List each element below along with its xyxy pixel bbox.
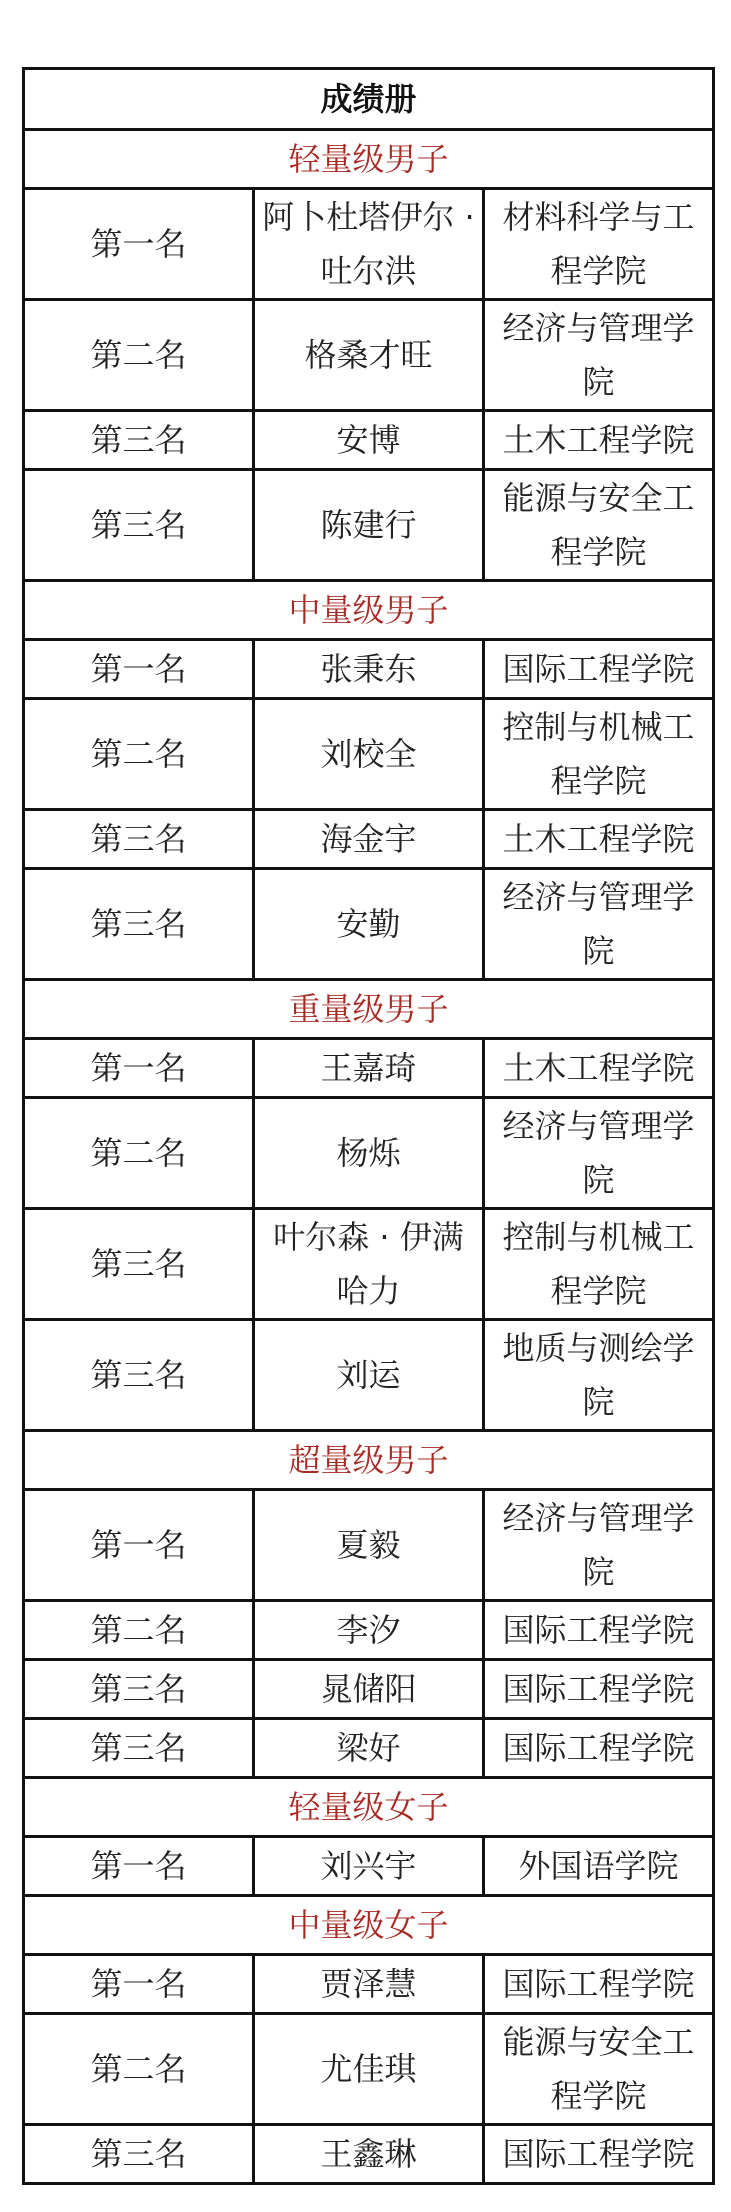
- athlete-name-cell: 刘兴宇: [254, 1837, 484, 1896]
- college-cell: 国际工程学院: [484, 2125, 714, 2184]
- college-cell: 地质与测绘学院: [484, 1320, 714, 1431]
- table-row: [24, 411, 714, 470]
- table-row: [24, 1601, 714, 1660]
- table-row: [24, 300, 714, 411]
- section-header-row: [24, 581, 714, 640]
- athlete-name-cell: 梁好: [254, 1719, 484, 1778]
- rank-cell: 第二名: [24, 699, 254, 810]
- athlete-name-cell: 张秉东: [254, 640, 484, 699]
- table-row: [24, 640, 714, 699]
- table-title: 成绩册: [24, 69, 714, 130]
- athlete-name-cell: 刘校全: [254, 699, 484, 810]
- section-title: 重量级男子: [24, 980, 714, 1039]
- athlete-name-cell: 杨烁: [254, 1098, 484, 1209]
- rank-cell: 第二名: [24, 2014, 254, 2125]
- rank-cell: 第三名: [24, 1320, 254, 1431]
- athlete-name-cell: 安博: [254, 411, 484, 470]
- rank-cell: 第一名: [24, 189, 254, 300]
- college-cell: 能源与安全工程学院: [484, 2014, 714, 2125]
- table-row: [24, 2014, 714, 2125]
- rank-cell: 第二名: [24, 1601, 254, 1660]
- rank-cell: 第二名: [24, 300, 254, 411]
- athlete-name-cell: 李汐: [254, 1601, 484, 1660]
- table-row: [24, 1660, 714, 1719]
- athlete-name-cell: 刘运: [254, 1320, 484, 1431]
- athlete-name-cell: 王嘉琦: [254, 1039, 484, 1098]
- table-row: [24, 1837, 714, 1896]
- section-header-row: [24, 130, 714, 189]
- college-cell: 国际工程学院: [484, 1719, 714, 1778]
- college-cell: 能源与安全工程学院: [484, 470, 714, 581]
- rank-cell: 第三名: [24, 470, 254, 581]
- athlete-name-cell: 阿卜杜塔伊尔 · 吐尔洪: [254, 189, 484, 300]
- section-header-row: [24, 980, 714, 1039]
- rank-cell: 第三名: [24, 869, 254, 980]
- table-row: [24, 869, 714, 980]
- section-header-row: [24, 1896, 714, 1955]
- college-cell: 控制与机械工程学院: [484, 699, 714, 810]
- athlete-name-cell: 安勤: [254, 869, 484, 980]
- table-row: [24, 1955, 714, 2014]
- college-cell: 国际工程学院: [484, 1660, 714, 1719]
- athlete-name-cell: 格桑才旺: [254, 300, 484, 411]
- rank-cell: 第一名: [24, 1955, 254, 2014]
- college-cell: 土木工程学院: [484, 411, 714, 470]
- table-row: [24, 810, 714, 869]
- college-cell: 外国语学院: [484, 1837, 714, 1896]
- table-row: [24, 1719, 714, 1778]
- rank-cell: 第三名: [24, 1209, 254, 1320]
- college-cell: 经济与管理学院: [484, 1490, 714, 1601]
- table-row: [24, 1039, 714, 1098]
- college-cell: 国际工程学院: [484, 1955, 714, 2014]
- athlete-name-cell: 陈建行: [254, 470, 484, 581]
- rank-cell: 第三名: [24, 1660, 254, 1719]
- section-header-row: [24, 1431, 714, 1490]
- table-row: [24, 1320, 714, 1431]
- rank-cell: 第二名: [24, 1098, 254, 1209]
- college-cell: 土木工程学院: [484, 810, 714, 869]
- college-cell: 材料科学与工程学院: [484, 189, 714, 300]
- rank-cell: 第一名: [24, 1490, 254, 1601]
- athlete-name-cell: 王鑫琳: [254, 2125, 484, 2184]
- college-cell: 控制与机械工程学院: [484, 1209, 714, 1320]
- section-title: 轻量级男子: [24, 130, 714, 189]
- section-title: 超量级男子: [24, 1431, 714, 1490]
- athlete-name-cell: 叶尔森 · 伊满哈力: [254, 1209, 484, 1320]
- rank-cell: 第三名: [24, 2125, 254, 2184]
- rank-cell: 第一名: [24, 640, 254, 699]
- college-cell: 经济与管理学院: [484, 869, 714, 980]
- table-row: [24, 1098, 714, 1209]
- table-row: [24, 1490, 714, 1601]
- athlete-name-cell: 晁储阳: [254, 1660, 484, 1719]
- section-title: 中量级女子: [24, 1896, 714, 1955]
- college-cell: 国际工程学院: [484, 640, 714, 699]
- section-header-row: [24, 1778, 714, 1837]
- athlete-name-cell: 尤佳琪: [254, 2014, 484, 2125]
- score-table: [22, 67, 715, 2185]
- athlete-name-cell: 夏毅: [254, 1490, 484, 1601]
- rank-cell: 第三名: [24, 810, 254, 869]
- title-row: [24, 69, 714, 130]
- college-cell: 国际工程学院: [484, 1601, 714, 1660]
- table-row: [24, 2125, 714, 2184]
- college-cell: 经济与管理学院: [484, 1098, 714, 1209]
- athlete-name-cell: 海金宇: [254, 810, 484, 869]
- college-cell: 土木工程学院: [484, 1039, 714, 1098]
- college-cell: 经济与管理学院: [484, 300, 714, 411]
- athlete-name-cell: 贾泽慧: [254, 1955, 484, 2014]
- table-row: [24, 189, 714, 300]
- table-row: [24, 1209, 714, 1320]
- rank-cell: 第一名: [24, 1837, 254, 1896]
- section-title: 中量级男子: [24, 581, 714, 640]
- section-title: 轻量级女子: [24, 1778, 714, 1837]
- table-row: [24, 699, 714, 810]
- table-row: [24, 470, 714, 581]
- rank-cell: 第三名: [24, 411, 254, 470]
- rank-cell: 第一名: [24, 1039, 254, 1098]
- rank-cell: 第三名: [24, 1719, 254, 1778]
